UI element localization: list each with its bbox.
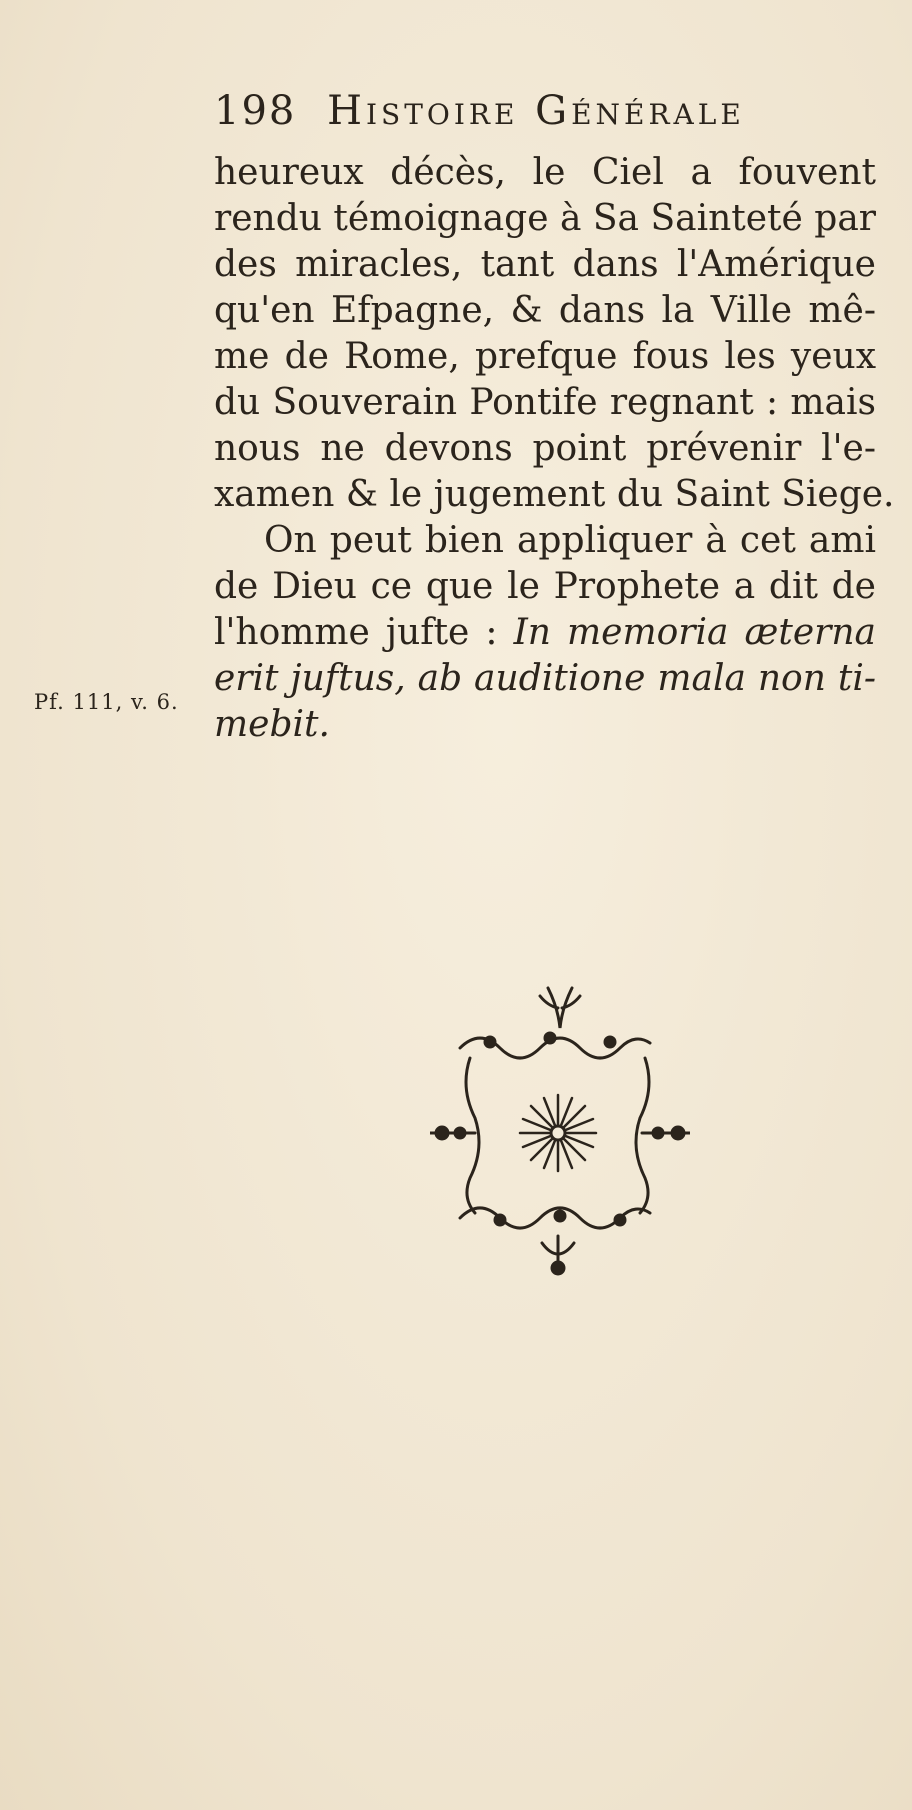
text-line: xamen & le jugement du Saint Siege. bbox=[214, 474, 895, 515]
text-line: me de Rome, prefque fous les yeux bbox=[214, 336, 876, 377]
text-line: nous ne devons point prévenir l'e- bbox=[214, 428, 876, 469]
latin-quotation-line: erit juftus, ab auditione mala non ti- bbox=[214, 658, 876, 699]
text-line: heureux décès, le Ciel a fouvent bbox=[214, 152, 876, 193]
roman-segment: l'homme jufte : bbox=[214, 612, 514, 653]
running-header bbox=[214, 88, 864, 134]
tailpiece-ornament-icon bbox=[430, 968, 690, 1278]
text-line: des miracles, tant dans l'Amérique bbox=[214, 244, 876, 285]
paragraph-start-line: On peut bien appliquer à cet ami bbox=[264, 520, 876, 561]
page-number: 198 bbox=[214, 88, 297, 134]
text-line: du Souverain Pontife regnant : mais bbox=[214, 382, 876, 423]
body-text bbox=[214, 150, 895, 748]
text-line: qu'en Efpagne, & dans la Ville mê- bbox=[214, 290, 876, 331]
text-line-mixed bbox=[214, 610, 876, 656]
running-title: Histoire Générale bbox=[327, 88, 745, 134]
margin-reference: Pf. 111, v. 6. bbox=[34, 690, 179, 714]
text-line: rendu témoignage à Sa Sainteté par bbox=[214, 198, 876, 239]
latin-quotation: In memoria æterna bbox=[513, 612, 876, 653]
text-line: de Dieu ce que le Prophete a dit de bbox=[214, 566, 876, 607]
latin-quotation-end: mebit. bbox=[214, 704, 330, 745]
